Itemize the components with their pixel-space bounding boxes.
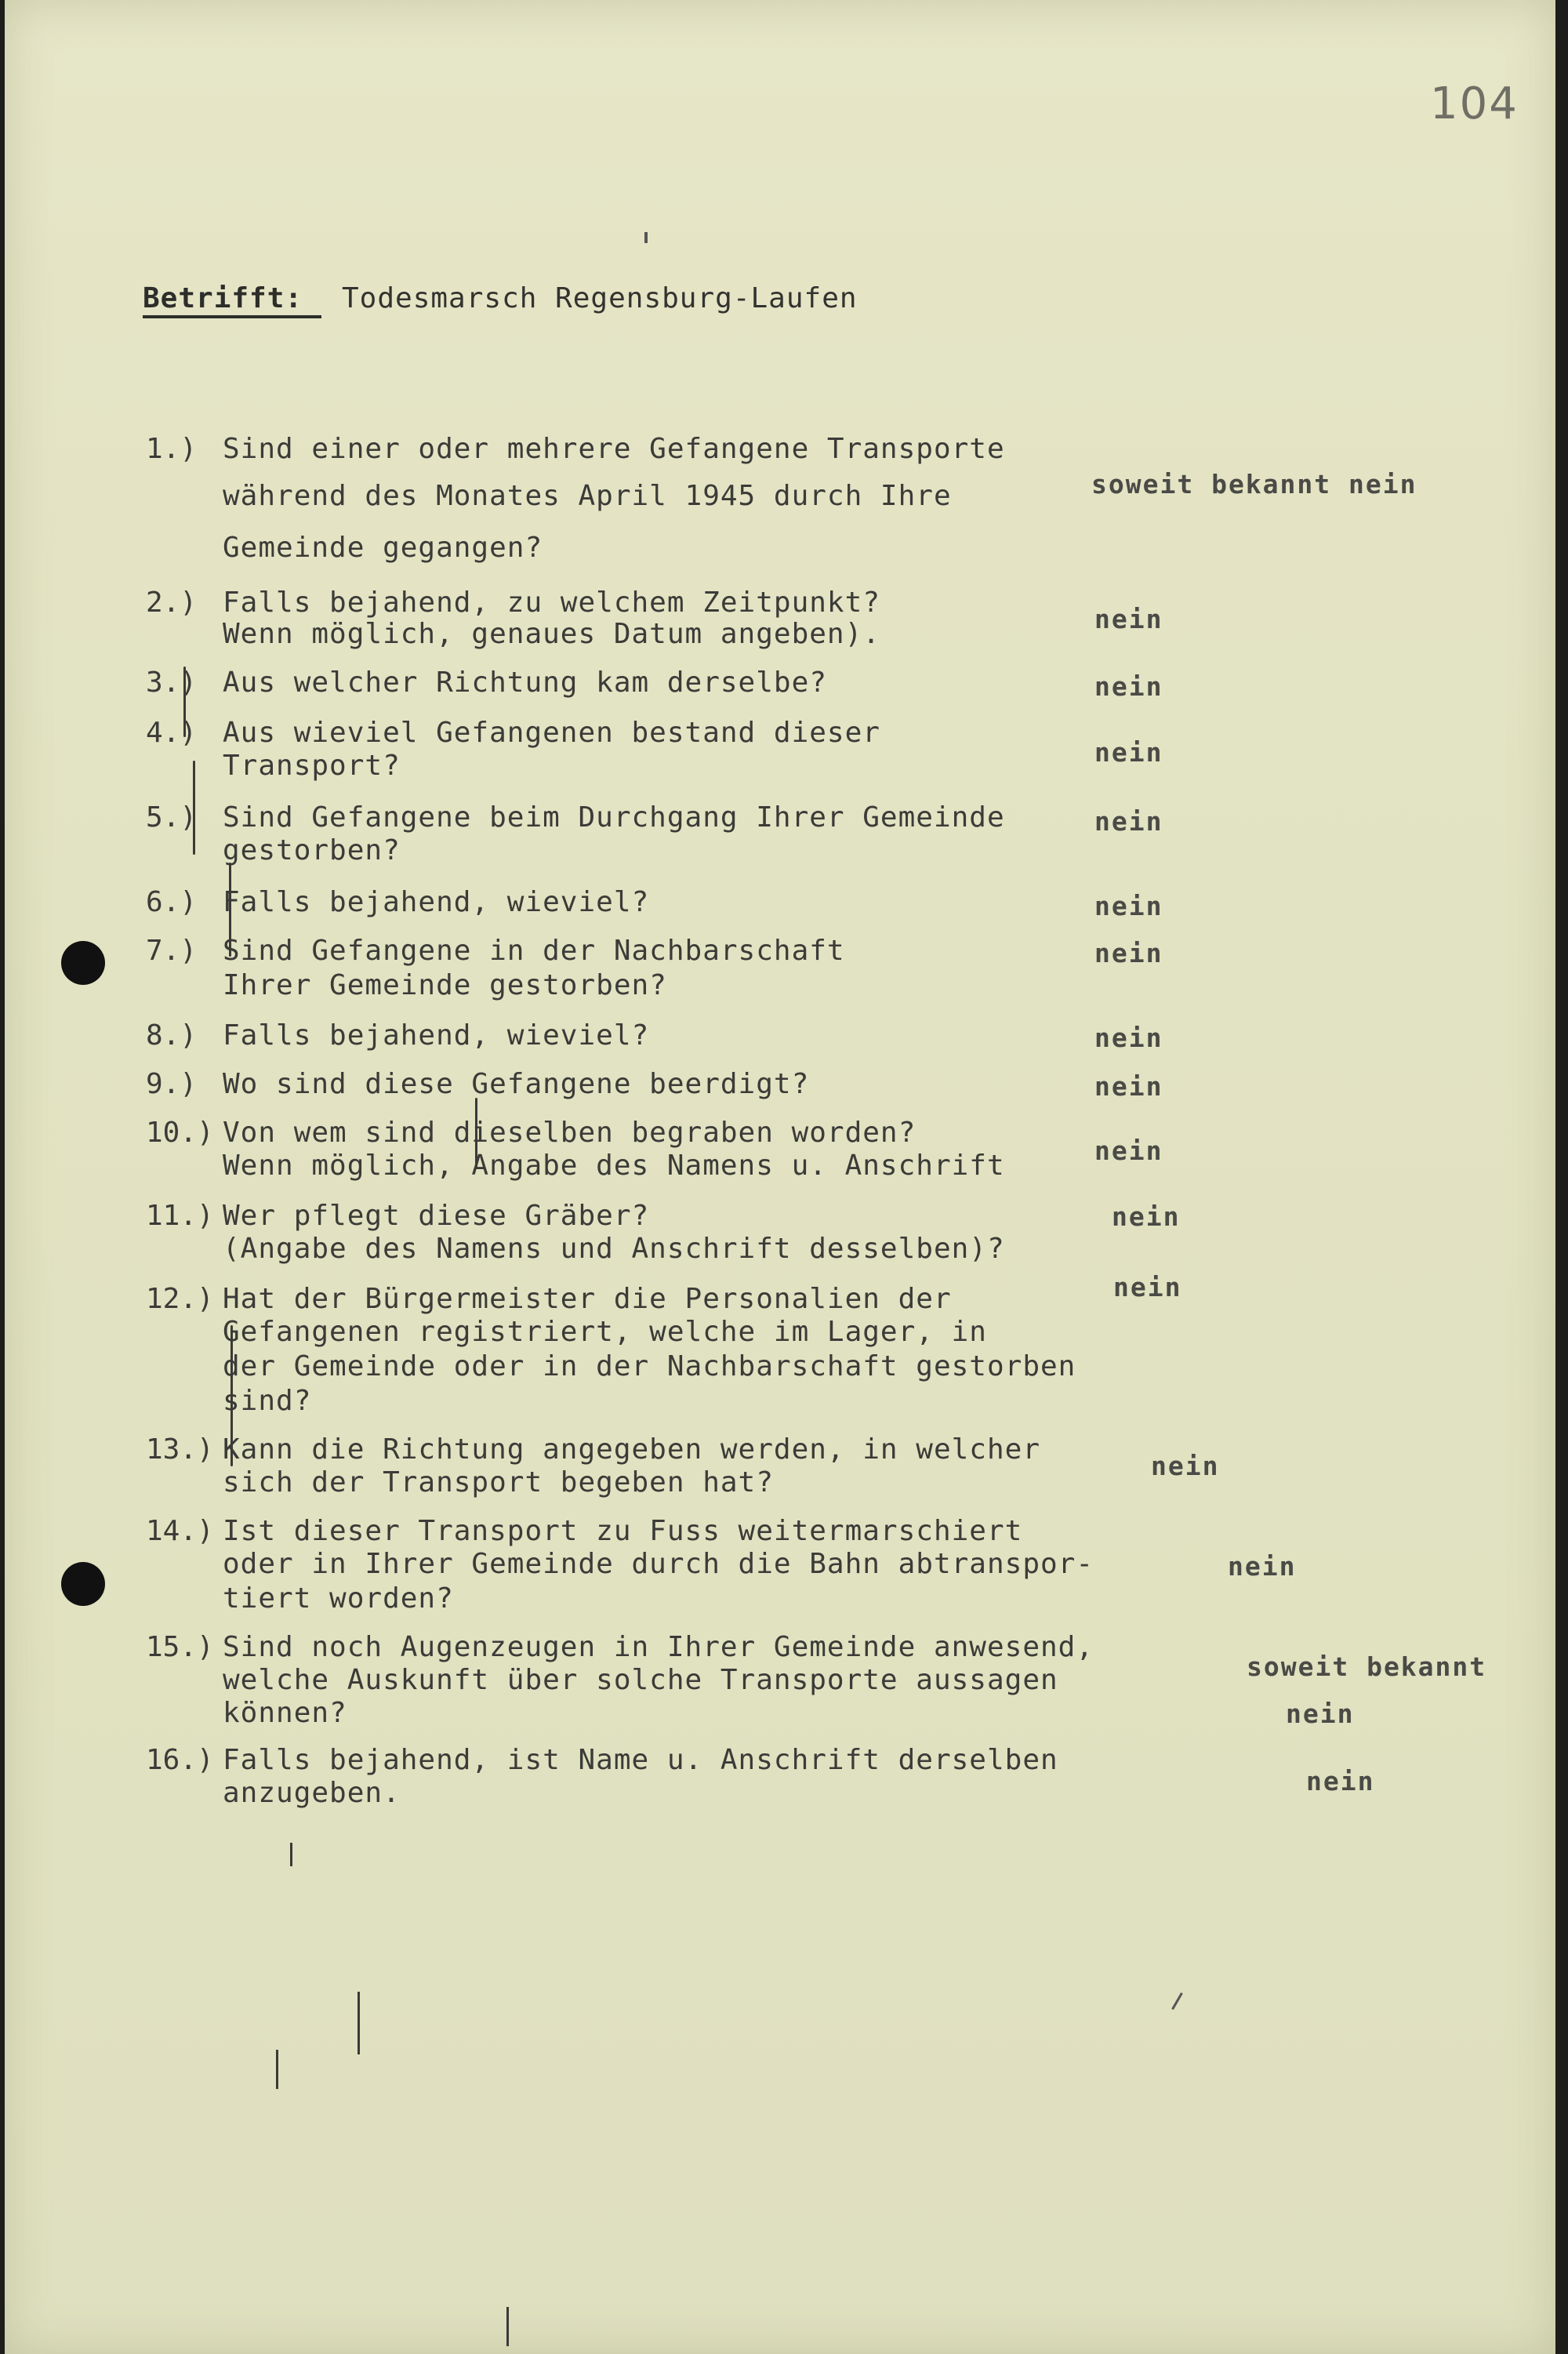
answer: nein: [1094, 737, 1163, 768]
answer: nein: [1151, 1451, 1220, 1481]
question-number: 7.): [146, 935, 198, 967]
pen-mark: [1171, 1993, 1183, 2010]
question-text: Falls bejahend, wieviel?: [223, 886, 650, 918]
answer: nein: [1094, 1071, 1163, 1102]
question-text: Ist dieser Transport zu Fuss weitermarschiert: [223, 1515, 1023, 1547]
question-number: 12.): [146, 1283, 214, 1315]
answer: nein: [1094, 891, 1163, 921]
answer: nein: [1113, 1272, 1182, 1302]
question-text: Sind Gefangene in der Nachbarschaft: [223, 935, 845, 967]
pen-stroke: [506, 2307, 509, 2346]
question-text: Sind einer oder mehrere Gefangene Transporte: [223, 433, 1005, 465]
question-text: Gemeinde gegangen?: [223, 532, 543, 564]
page-number: 104: [1430, 78, 1519, 129]
question-text: oder in Ihrer Gemeinde durch die Bahn abtranspor-: [223, 1548, 1094, 1580]
question-text: Wenn möglich, Angabe des Namens u. Anschrift: [223, 1150, 1005, 1182]
question-text: Falls bejahend, zu welchem Zeitpunkt?: [223, 587, 880, 619]
pen-stroke: [290, 1843, 292, 1866]
question-text: Kann die Richtung angegeben werden, in welcher: [223, 1433, 1040, 1466]
answer: soweit bekannt: [1247, 1651, 1487, 1682]
question-number: 4.): [146, 717, 198, 749]
question-text: Gefangenen registriert, welche im Lager, in: [223, 1316, 987, 1348]
question-text: Hat der Bürgermeister die Personalien der: [223, 1283, 952, 1315]
punch-hole-upper: [61, 941, 105, 985]
question-number: 15.): [146, 1631, 214, 1663]
pen-stroke: [475, 1098, 477, 1168]
subject-underline: [143, 315, 321, 318]
question-text: Sind noch Augenzeugen in Ihrer Gemeinde anwesend,: [223, 1631, 1094, 1663]
question-text: Wenn möglich, genaues Datum angeben).: [223, 618, 880, 650]
question-text: während des Monates April 1945 durch Ihre: [223, 480, 952, 512]
question-text: sich der Transport begeben hat?: [223, 1466, 774, 1498]
question-text: Aus wieviel Gefangenen bestand dieser: [223, 717, 880, 749]
pen-stroke: [183, 667, 186, 737]
pen-stroke: [229, 863, 231, 957]
question-text: welche Auskunft über solche Transporte aussagen: [223, 1664, 1058, 1696]
question-number: 11.): [146, 1200, 214, 1232]
question-text: Transport?: [223, 750, 401, 782]
question-text: anzugeben.: [223, 1777, 401, 1809]
answer: nein: [1286, 1698, 1355, 1729]
question-text: Falls bejahend, wieviel?: [223, 1019, 650, 1052]
answer: nein: [1094, 1023, 1163, 1053]
answer: nein: [1094, 938, 1163, 968]
pen-stroke: [358, 1992, 360, 2054]
answer: nein: [1094, 806, 1163, 837]
answer: nein: [1228, 1551, 1297, 1582]
question-number: 6.): [146, 886, 198, 918]
question-number: 13.): [146, 1433, 214, 1466]
question-text: können?: [223, 1697, 347, 1729]
pen-stroke: [276, 2050, 278, 2089]
question-number: 3.): [146, 667, 198, 699]
answer: soweit bekannt nein: [1091, 469, 1417, 499]
subject-label: Betrifft:: [143, 282, 303, 314]
question-text: sind?: [223, 1385, 312, 1417]
pen-mark: [644, 232, 648, 243]
question-number: 10.): [146, 1117, 214, 1149]
question-text: Wo sind diese Gefangene beerdigt?: [223, 1068, 810, 1100]
question-text: (Angabe des Namens und Anschrift desselben)?: [223, 1233, 1005, 1265]
answer: nein: [1306, 1766, 1375, 1796]
question-number: 9.): [146, 1068, 198, 1100]
question-text: Wer pflegt diese Gräber?: [223, 1200, 650, 1232]
question-text: Von wem sind dieselben begraben worden?: [223, 1117, 916, 1149]
question-text: der Gemeinde oder in der Nachbarschaft gestorben: [223, 1350, 1076, 1382]
question-text: Sind Gefangene beim Durchgang Ihrer Gemeinde: [223, 801, 1005, 834]
answer: nein: [1112, 1201, 1181, 1232]
question-number: 14.): [146, 1515, 214, 1547]
document-page: [5, 0, 1555, 2354]
question-text: Aus welcher Richtung kam derselbe?: [223, 667, 827, 699]
question-number: 16.): [146, 1744, 214, 1776]
question-text: Ihrer Gemeinde gestorben?: [223, 969, 667, 1001]
question-number: 2.): [146, 587, 198, 619]
pen-stroke: [193, 761, 195, 855]
answer: nein: [1094, 1135, 1163, 1166]
answer: nein: [1094, 604, 1163, 634]
question-number: 5.): [146, 801, 198, 834]
question-text: Falls bejahend, ist Name u. Anschrift derselben: [223, 1744, 1058, 1776]
question-text: tiert worden?: [223, 1582, 454, 1615]
question-number: 1.): [146, 433, 198, 465]
question-text: gestorben?: [223, 834, 401, 866]
question-number: 8.): [146, 1019, 198, 1052]
subject-value: Todesmarsch Regensburg-Laufen: [342, 282, 858, 314]
punch-hole-lower: [61, 1562, 105, 1606]
pen-stroke: [230, 1325, 233, 1466]
answer: nein: [1094, 671, 1163, 702]
